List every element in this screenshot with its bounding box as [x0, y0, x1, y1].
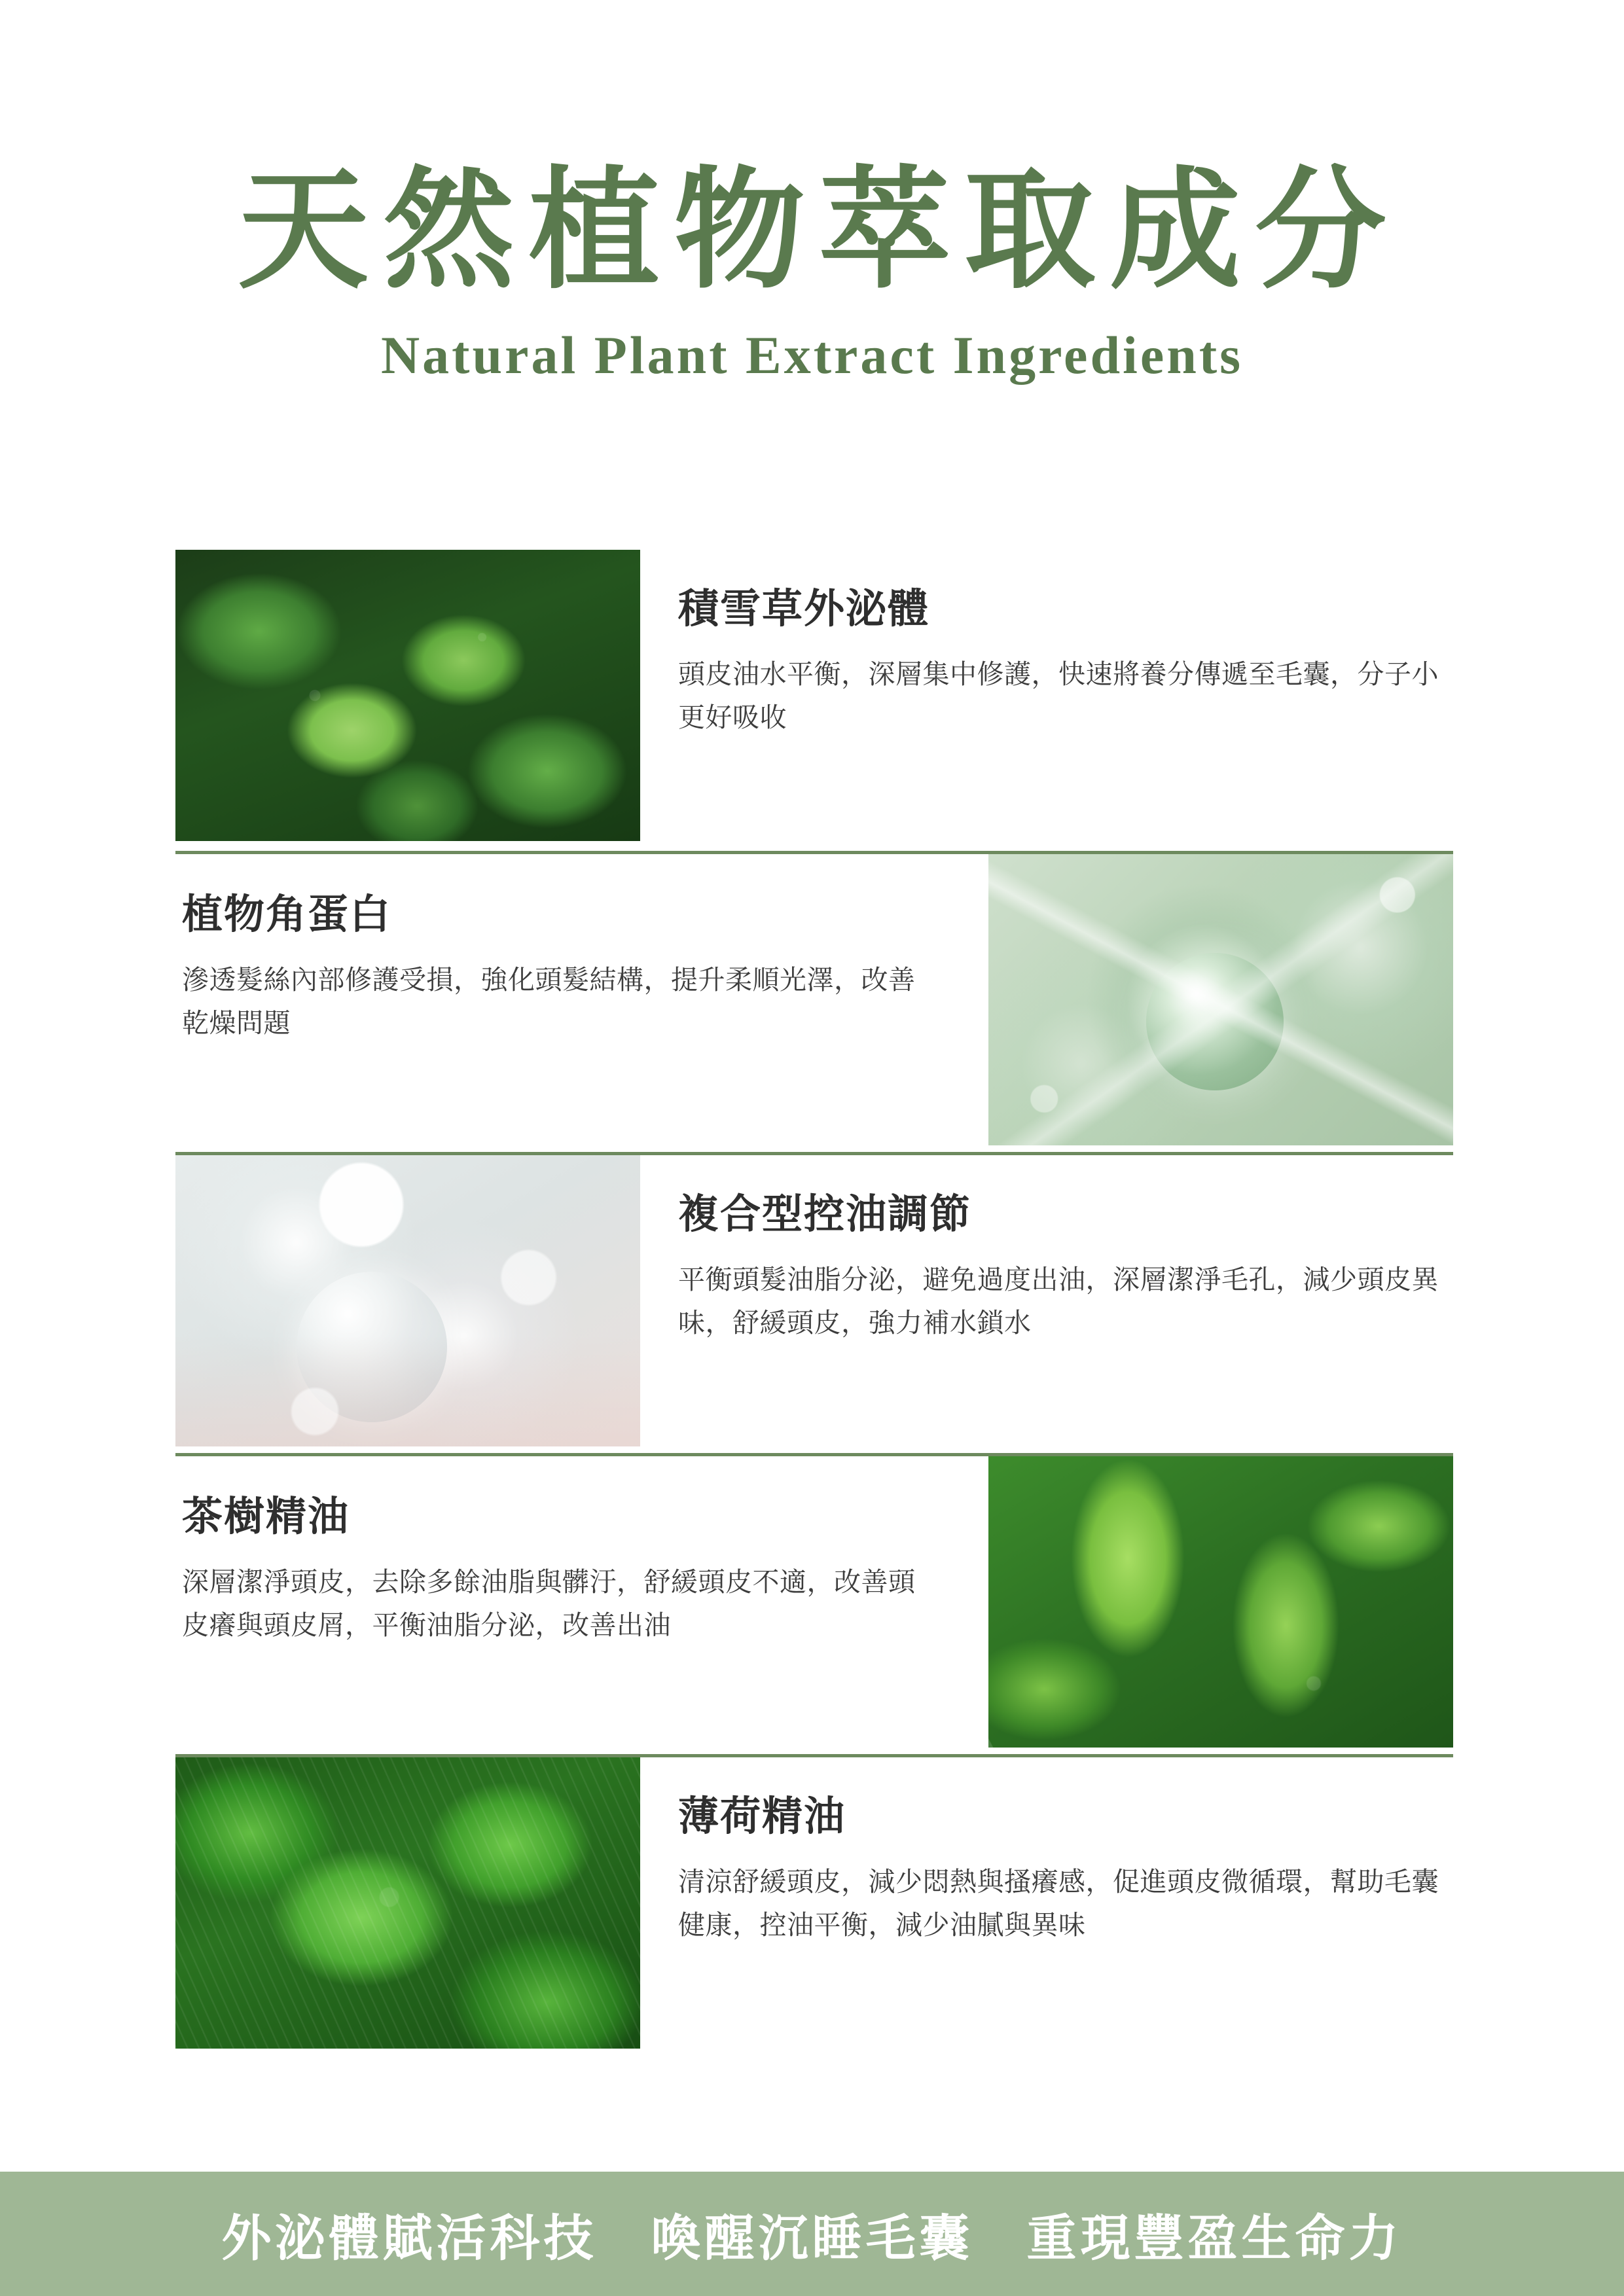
mint-leaves-photo [175, 1757, 640, 2049]
ingredient-list [175, 550, 1453, 2055]
ingredient-description: 頭皮油水平衡，深層集中修護，快速將養分傳遞至毛囊，分子小更好吸收 [678, 659, 1439, 733]
footer-slogan: 外泌體賦活科技 喚醒沉睡毛囊 重現豐盈生命力 [221, 2211, 1403, 2267]
page-title: 天然植物萃取成分 [238, 160, 1401, 304]
ingredient-title: 薄荷精油 [678, 1795, 846, 1839]
centella-leaves-photo [175, 550, 640, 841]
ingredient-description: 清涼舒緩頭皮，減少悶熱與搔癢感，促進頭皮微循環，幫助毛囊健康，控油平衡，減少油膩與異味 [678, 1867, 1439, 1941]
ingredient-text [640, 550, 1453, 851]
ingredient-row [175, 851, 1453, 1152]
page-footer [0, 2172, 1624, 2296]
ingredient-title: 積雪草外泌體 [678, 587, 930, 632]
ingredient-text [640, 1155, 1453, 1453]
page-header [0, 160, 1624, 386]
ingredient-title: 植物角蛋白 [182, 893, 392, 937]
ingredient-description: 滲透髮絲內部修護受損，強化頭髮結構，提升柔順光澤，改善乾燥問題 [182, 965, 916, 1039]
ingredient-row [175, 1152, 1453, 1453]
ingredient-title: 複合型控油調節 [678, 1193, 972, 1237]
oil-bubbles-photo [175, 1155, 640, 1446]
ingredient-title: 茶樹精油 [182, 1495, 350, 1539]
ingredient-text [175, 1456, 988, 1754]
tea-tree-photo [988, 1456, 1453, 1748]
ingredient-row [175, 1754, 1453, 2055]
ingredient-description: 深層潔淨頭皮，去除多餘油脂與髒汙，舒緩頭皮不適，改善頭皮癢與頭皮屑，平衡油脂分泌，改善出油 [182, 1567, 916, 1641]
ingredient-row [175, 1453, 1453, 1754]
ingredient-row [175, 550, 1453, 851]
ingredient-text [175, 854, 988, 1152]
page-subtitle: Natural Plant Extract Ingredients [380, 325, 1244, 385]
ingredient-description: 平衡頭髮油脂分泌，避免過度出油，深層潔淨毛孔，減少頭皮異味，舒緩頭皮，強力補水鎖水 [678, 1265, 1439, 1338]
ingredient-text [640, 1757, 1453, 2055]
keratin-molecule-photo [988, 854, 1453, 1145]
